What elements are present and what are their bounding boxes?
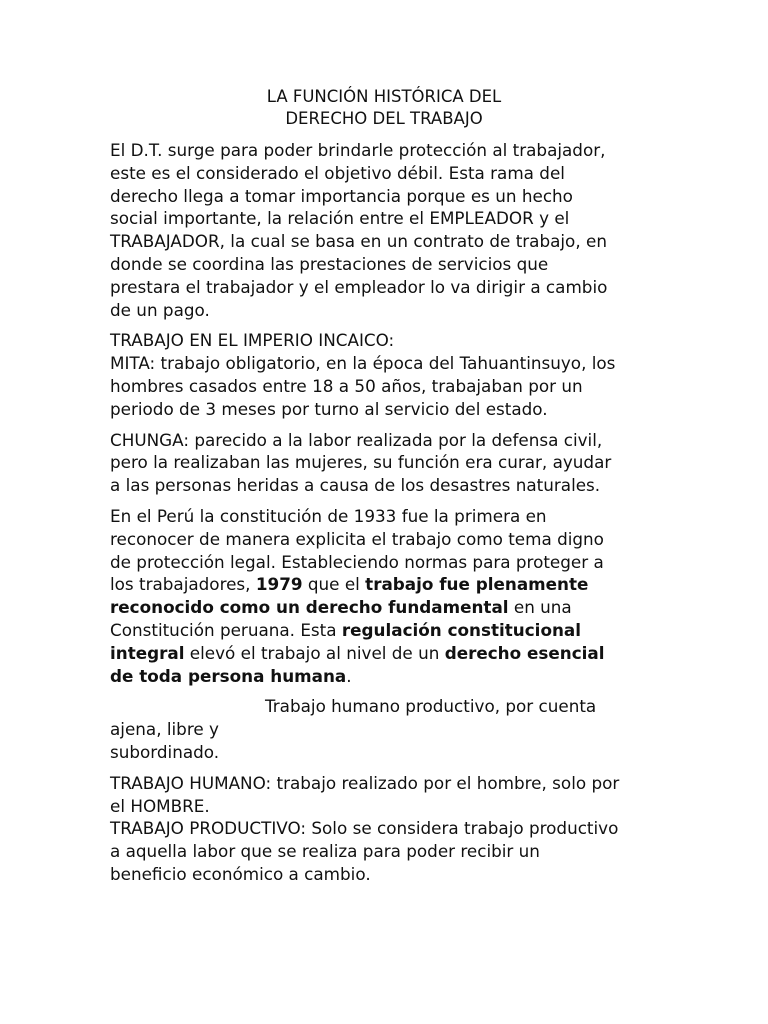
text-line: periodo de 3 meses por turno al servicio del estado.	[110, 398, 548, 419]
text-segment: .	[346, 665, 352, 686]
text-line: beneficio económico a cambio.	[110, 863, 371, 884]
document-title	[110, 86, 658, 130]
paragraph-chunga	[110, 429, 670, 497]
text-line: donde se coordina las prestaciones de servicios que	[110, 253, 549, 274]
text-line: En el Perú la constitución de 1933 fue la primera en	[110, 505, 547, 526]
text-line: TRABAJADOR, la cual se basa en un contrato de trabajo, en	[110, 231, 607, 252]
section-heading: TRABAJO EN EL IMPERIO INCAICO:	[110, 330, 395, 351]
text-line: a las personas heridas a causa de los desastres naturales.	[110, 475, 601, 496]
text-segment: Constitución peruana. Esta	[110, 619, 342, 640]
text-segment: los trabajadores,	[110, 574, 256, 595]
bold-text: de toda persona humana	[110, 665, 347, 686]
text-line: ajena, libre y	[110, 719, 219, 740]
text-line: subordinado.	[110, 741, 220, 762]
text-line: derecho llega a tomar importancia porque es un hecho	[110, 185, 573, 206]
text-line: de un pago.	[110, 299, 210, 320]
text-line: El D.T. surge para poder brindarle protección al trabajador,	[110, 140, 606, 160]
text-line: pero la realizaban las mujeres, su función era curar, ayudar	[110, 452, 612, 473]
text-line: el HOMBRE.	[110, 795, 210, 816]
bold-text: 1979	[255, 574, 303, 595]
text-line: social importante, la relación entre el EMPLEADOR y el	[110, 208, 570, 229]
text-line: CHUNGA: parecido a la labor realizada por la defensa civil,	[110, 429, 603, 450]
text-line: prestara el trabajador y el empleador lo va dirigir a cambio	[110, 276, 608, 297]
text-segment: que el	[302, 574, 366, 595]
paragraph-constitucion	[110, 505, 670, 687]
text-line: reconocer de manera explicita el trabajo como tema digno	[110, 528, 604, 549]
bold-text: reconocido como un derecho fundamental	[110, 597, 509, 618]
text-line: de protección legal. Estableciendo normas para proteger a	[110, 551, 604, 572]
paragraph-imperio-incaico	[110, 329, 670, 420]
text-line: TRABAJO PRODUCTIVO: Solo se considera trabajo productivo	[110, 818, 619, 839]
bold-text: regulación constitucional	[341, 619, 581, 640]
document-body	[110, 139, 670, 894]
text-segment: elevó el trabajo al nivel de un	[184, 642, 445, 663]
paragraph-definicion	[110, 695, 670, 763]
bold-text: trabajo fue plenamente	[365, 574, 589, 595]
text-line: TRABAJO HUMANO: trabajo realizado por el hombre, solo por	[110, 772, 620, 793]
text-line: hombres casados entre 18 a 50 años, trabajaban por un	[110, 375, 583, 396]
text-segment: en una	[508, 597, 572, 618]
text-line: a aquella labor que se realiza para poder recibir un	[110, 841, 540, 862]
text-line: este es el considerado el objetivo débil. Esta rama del	[110, 162, 565, 183]
paragraph-intro	[110, 139, 670, 321]
paragraph-trabajo-humano	[110, 772, 670, 886]
title-line-1: LA FUNCIÓN HISTÓRICA DEL	[266, 87, 502, 106]
text-line: Trabajo humano productivo, por cuenta	[265, 696, 597, 717]
title-line-2: DERECHO DEL TRABAJO	[285, 109, 483, 128]
text-line: MITA: trabajo obligatorio, en la época del Tahuantinsuyo, los	[110, 353, 616, 374]
bold-text: integral	[110, 642, 185, 663]
bold-text: derecho esencial	[444, 642, 605, 663]
